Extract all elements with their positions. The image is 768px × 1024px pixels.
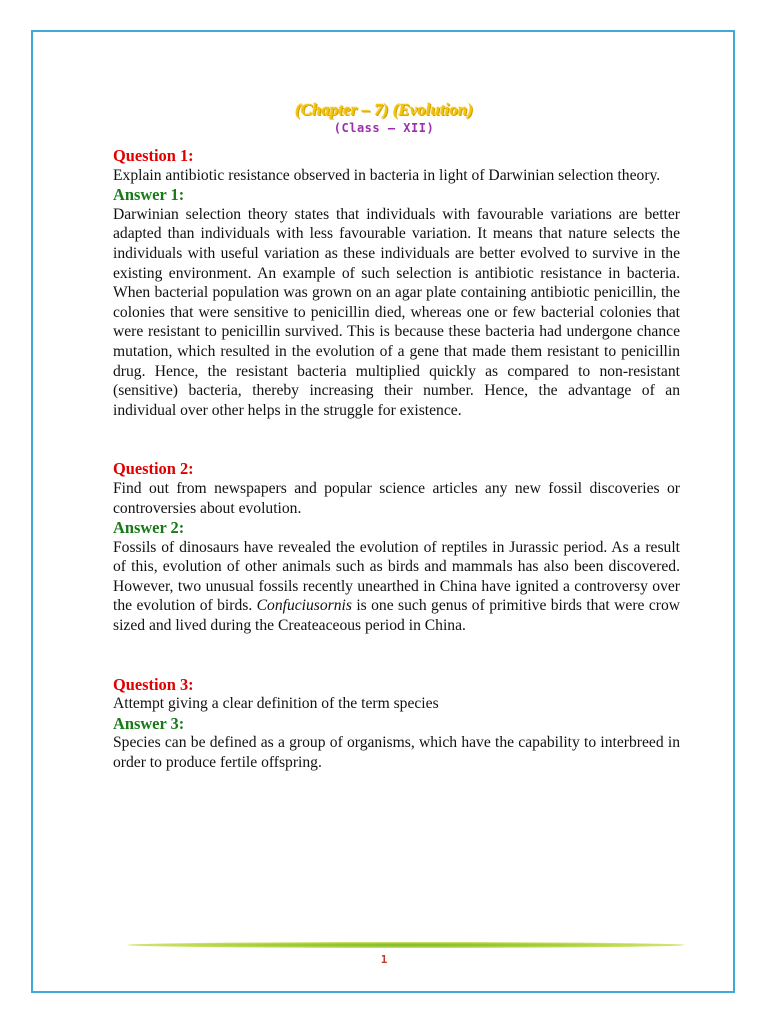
answer-3-label: Answer 3: [113,713,185,733]
class-label: (Class – XII) [333,121,435,135]
qa-block-2 [113,459,680,635]
answer-1-label: Answer 1: [113,185,185,205]
answer-2-label: Answer 2: [113,518,185,538]
question-2-label: Question 2: [113,459,194,479]
question-2-text: Find out from newspapers and popular science articles any new fossil discoveries or controversies about evolution. [113,479,680,517]
answer-3-text: Species can be defined as a group of organisms, which have the capability to interbreed in order to produce fertile offspring. [113,734,680,772]
spacer [113,636,680,675]
spacer [113,420,680,459]
answer-1-text: Darwinian selection theory states that individuals with favourable variations are better adapted than individuals with less favourable variation. It means that nature selects the individuals with useful variation as these individuals are better evolved to survive in the existing environment. An example of such selection is antibiotic resistance in bacteria. When bacterial population was grown on an agar plate containing antibiotic penicillin, the colonies that were sensitive to penicillin died, whereas one or few bacterial colonies that were resistant to penicillin survived. This is because these bacteria had undergone chance mutation, which resulted in the evolution of a gene that made them resistant to penicillin drug. Hence, the resistant bacteria multiplied quickly as compared to non-resistant (sensitive) bacteria, thereby increasing their number. Hence, the advantage of an individual over other helps in the struggle for existence. [113,205,680,419]
qa-block-3 [113,675,680,773]
chapter-title: (Chapter – 7) (Evolution) [294,100,474,119]
answer-2-text-part-1: Fossils of dinosaurs have revealed the evolution of reptiles in Jurassic period. As a result of this, evolution of other animals such as birds and mammals has also been discovered. However, two unusual fossils recently unearthed in China have ignited a controversy over the evolution of birds. [113,538,680,615]
question-1-text: Explain antibiotic resistance observed in bacteria in light of Darwinian selection theory. [113,166,661,184]
answer-2-text-part-2: is one such genus of primitive birds that were crow sized and lived during the Createaceous period in China. [113,597,680,635]
answer-2-text [113,538,680,636]
question-3-label: Question 3: [113,674,194,694]
document-body [113,146,680,773]
answer-2-genus-name: Confuciusornis [256,597,352,615]
qa-block-1 [113,146,680,420]
footer-divider [127,942,685,948]
page-number: 1 [380,953,388,966]
question-1-label: Question 1: [113,146,194,165]
question-3-text: Attempt giving a clear definition of the term species [113,695,439,713]
